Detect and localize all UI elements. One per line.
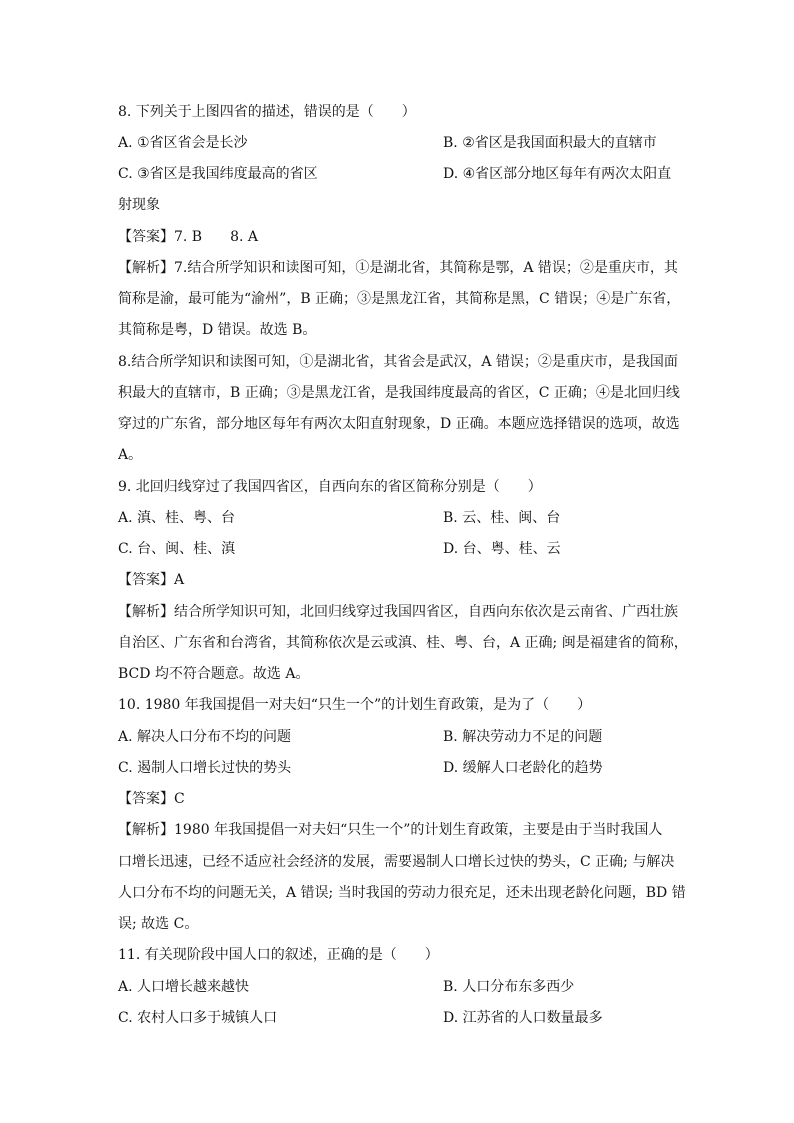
question-8-option-d: D. ④省区部分地区每年有两次太阳直: [443, 166, 672, 182]
explanation-8-line-4: A。: [118, 447, 143, 463]
question-11-stem: 11. 有关现阶段中国人口的叙述，正确的是（ ）: [118, 947, 439, 963]
question-11-option-d: D. 江苏省的人口数量最多: [443, 1010, 603, 1026]
explanation-7-line-3: 其简称是粤，D 错误。故选 B。: [118, 322, 317, 338]
question-9-option-c: C. 台、闽、桂、滇: [118, 541, 236, 557]
question-8-option-c: C. ③省区是我国纬度最高的省区: [118, 166, 318, 182]
explanation-7-line-1: 【解析】7.结合所学知识和读图可知，①是湖北省，其简称是鄂，A 错误；②是重庆市，其: [118, 260, 678, 276]
explanation-10-line-4: 误; 故选 C。: [118, 916, 199, 932]
question-10-stem: 10. 1980 年我国提倡一对夫妇“只生一个”的计划生育政策，是为了（ ）: [118, 697, 592, 713]
question-8-option-a: A. ①省区省会是长沙: [118, 135, 248, 151]
question-8-option-d-continued: 射现象: [118, 197, 160, 213]
explanation-10-line-3: 人口分布不均的问题无关，A 错误; 当时我国的劳动力很充足，还未出现老龄化问题，BD 错: [118, 885, 686, 901]
question-9-stem: 9. 北回归线穿过了我国四省区，自西向东的省区简称分别是（ ）: [118, 479, 542, 495]
question-11-option-b: B. 人口分布东多西少: [443, 979, 575, 995]
question-10-option-b: B. 解决劳动力不足的问题: [443, 729, 603, 745]
question-9-option-b: B. 云、桂、闽、台: [443, 510, 561, 526]
explanation-9-line-2: 自治区、广东省和台湾省，其简称依次是云或滇、桂、粤、台，A 正确; 闽是福建省的简称，: [118, 635, 688, 651]
explanation-8-line-2: 积最大的直辖市，B 正确；③是黑龙江省，是我国纬度最高的省区，C 正确；④是北回归线: [118, 385, 680, 401]
explanation-10-line-1: 【解析】1980 年我国提倡一对夫妇“只生一个”的计划生育政策，主要是由于当时我国人: [118, 822, 663, 838]
question-11-option-a: A. 人口增长越来越快: [118, 979, 250, 995]
explanation-9-line-3: BCD 均不符合题意。故选 A。: [118, 666, 310, 682]
explanation-9-line-1: 【解析】结合所学知识可知，北回归线穿过我国四省区，自西向东依次是云南省、广西壮族: [118, 604, 678, 620]
question-9-option-a: A. 滇、桂、粤、台: [118, 510, 236, 526]
question-10-option-a: A. 解决人口分布不均的问题: [118, 729, 292, 745]
question-10-option-c: C. 遏制人口增长过快的势头: [118, 760, 292, 776]
question-11-option-c: C. 农村人口多于城镇人口: [118, 1010, 278, 1026]
explanation-10-line-2: 口增长迅速，已经不适应社会经济的发展，需要遏制人口增长过快的势头，C 正确; 与解决: [118, 854, 675, 870]
question-9-option-d: D. 台、粤、桂、云: [443, 541, 561, 557]
answer-9: 【答案】A: [118, 572, 185, 588]
question-8-option-b: B. ②省区是我国面积最大的直辖市: [443, 135, 657, 151]
explanation-7-line-2: 简称是渝，最可能为“渝州”，B 正确；③是黑龙江省，其简称是黑，C 错误；④是广东省，: [118, 291, 681, 307]
answer-7-8: 【答案】7. B 8. A: [118, 229, 259, 245]
question-8-stem: 8. 下列关于上图四省的描述，错误的是（ ）: [118, 104, 416, 120]
answer-10: 【答案】C: [118, 791, 185, 807]
question-10-option-d: D. 缓解人口老龄化的趋势: [443, 760, 603, 776]
explanation-8-line-1: 8.结合所学知识和读图可知，①是湖北省，其省会是武汉，A 错误；②是重庆市，是我国面: [118, 354, 678, 370]
explanation-8-line-3: 穿过的广东省，部分地区每年有两次太阳直射现象，D 正确。本题应选择错误的选项，故选: [118, 416, 680, 432]
